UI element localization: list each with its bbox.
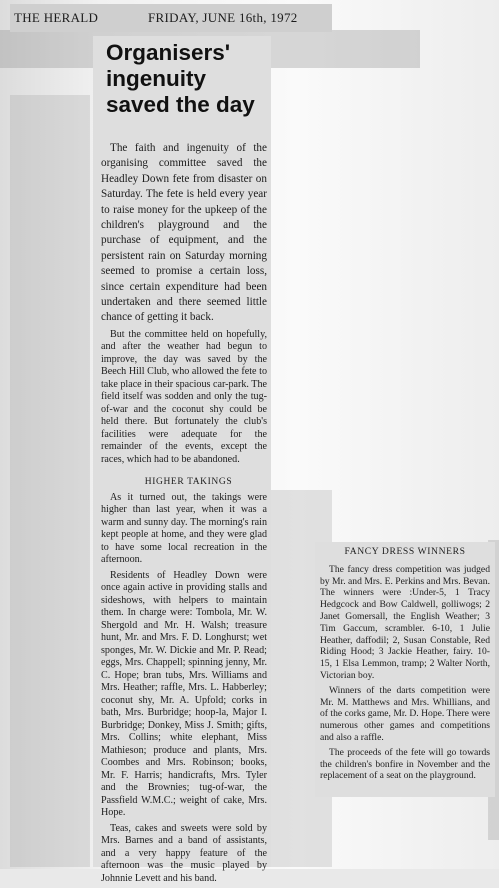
paragraph: Residents of Headley Down were once again active in providing stalls and sideshows, with helpers to maintain them. In charge were: Tombola, Mr. W. Shergold and Mr. H. Walsh; treasure hunt, Mr. and Mrs. F. D. Longhurst; wet sponges, Mr. W. Dickie and Mr. P. Read; eggs, Mrs. Chappell; spinning jenny, Mr. C. Hope; bran tubs, Mrs. Williams and Mrs. Heather; raffle, Mrs. L. Habberley; coconut shy, Mr. A. Upfold; corks in bath, Mrs. Burbridge; hoop-la, Major I. Burbridge; Donkey, Miss J. Smith; gifts, Mrs. Collins; white elephant, Miss Mathieson; produce and plants, Mrs. Coombes and Mrs. Robinson; books, Mr. F. Harris; handicrafts, Mrs. Tyler and the Brownies; tug-of-war, the Passfield W.M.C.; weight of cake, Mrs. Hope. [101,569,267,819]
paragraph: Teas, cakes and sweets were sold by Mrs. Barnes and a band of assistants, and a very happy feature of the afternoon was the music played by Johnnie Levett and his band. [101,822,267,884]
fancy-dress-article [320,546,490,785]
paragraph: As it turned out, the takings were higher than last year, when it was a warm and sunny day. The morning's rain kept people at home, and they were glad to have some local recreation in the afternoon. [101,491,267,566]
article-body [101,141,267,888]
publication-date: FRIDAY, JUNE 16th, 1972 [148,10,298,25]
article-headline: Organisers' ingenuity saved the day [106,40,255,117]
subheading: HIGHER TAKINGS [144,477,233,488]
paragraph: But the committee held on hopefully, and after the weather had begun to improve, the day was saved by the Beech Hill Club, who allowed the fete to take place in their spacious car-park. The field itself was sodden and only the tug-of-war and the coconut shy could be held there. But fortunately the club's facilities were adequate for the remainder of the events, except the races, which had to be abandoned. [101,328,267,465]
fancy-dress-headline: FANCY DRESS WINNERS [344,546,466,557]
tape-strip-left [10,95,90,867]
lead-paragraph: The faith and ingenuity of the organising committee saved the Headley Down fete from disaster on Saturday. The fete is held every year to raise money for the upkeep of the children's playground and the purchase of equipment, and the persistent rain on Saturday morning seemed to promise a certain loss, since certain expenditure had been undertaken and there seemed little chance of getting it back. [101,142,267,324]
paragraph: The proceeds of the fete will go towards the children's bonfire in November and the replacement of a seat on the playground. [320,746,490,782]
paragraph: Winners of the darts competition were Mr. M. Matthews and Mrs. Whillians, and of the corks game, Mr. D. Hope. There were numerous other games and competitions and also a raffle. [320,684,490,743]
newspaper-name: THE HERALD [14,10,99,25]
masthead [10,4,332,32]
paragraph: The fancy dress competition was judged by Mr. and Mrs. E. Perkins and Mrs. Bevan. The winners were :Under-5, 1 Tracy Hedgcock and Bow Caldwell, golliwogs; 2 Janet Gomersall, the English Weather; 3 Tim Gaccum, scrambler. 6-10, 1 Julie Heather, daffodil; 2, Susan Constable, Red Riding Hood; 3 Jackie Heather, fairy. 10-15, 1 Elsa Lemmon, tramp; 2 Walter North, Victorian boy. [320,563,490,681]
